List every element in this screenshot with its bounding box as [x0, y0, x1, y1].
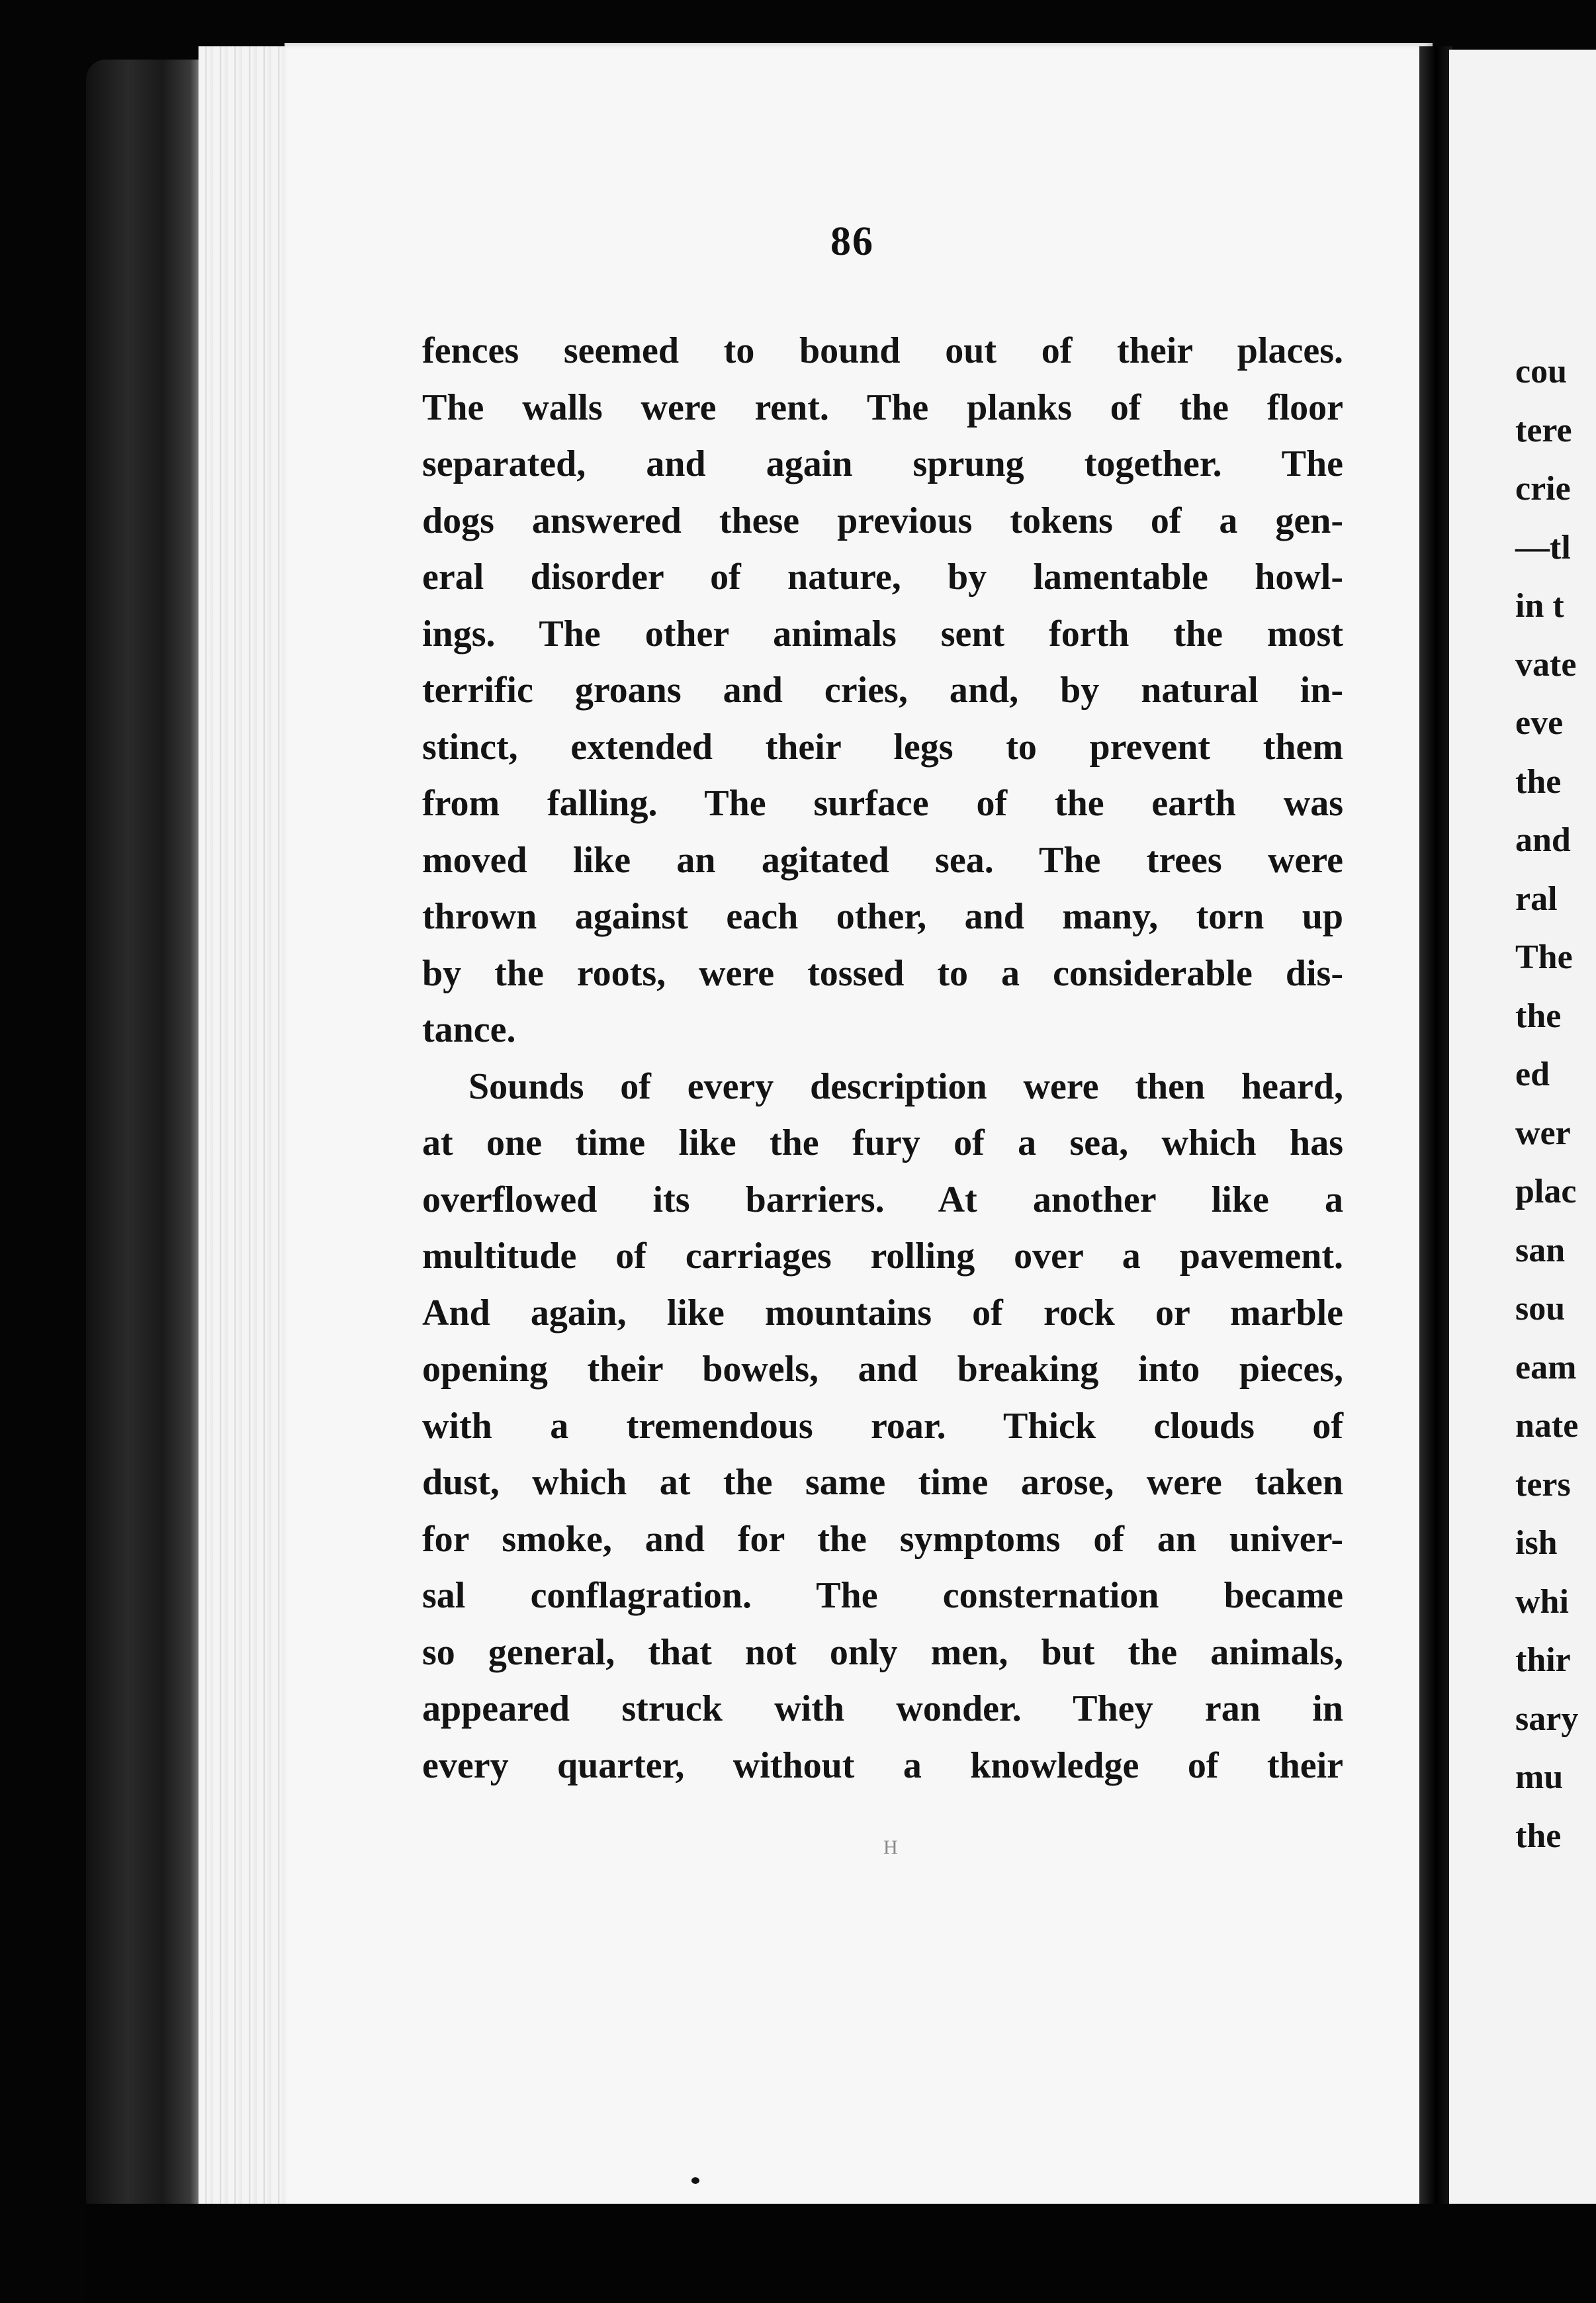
body-text — [422, 323, 1343, 1794]
text-line: dust, which at the same time arose, were taken — [422, 1462, 1343, 1503]
bottom-shadow — [86, 2204, 1596, 2303]
facing-line: ish — [1515, 1524, 1558, 1562]
text-line: dogs answered these previous tokens of a gen- — [422, 500, 1343, 541]
text-line: every quarter, without a knowledge of their — [422, 1744, 1343, 1786]
facing-line: cou — [1515, 353, 1567, 390]
text-line: fences seemed to bound out of their places. — [422, 330, 1343, 371]
text-line: multitude of carriages rolling over a pavement. — [422, 1236, 1343, 1277]
text-line: moved like an agitated sea. The trees were — [422, 839, 1343, 881]
page-number: 86 — [830, 219, 874, 264]
text-line: thrown against each other, and many, torn up — [422, 896, 1343, 937]
facing-line: wer — [1515, 1114, 1571, 1152]
book-gutter — [1419, 46, 1452, 2217]
facing-line: ters — [1515, 1465, 1571, 1504]
facing-line: tere — [1515, 411, 1572, 449]
text-line: from falling. The surface of the earth was — [422, 783, 1343, 824]
text-line: eral disorder of nature, by lamentable howl- — [422, 557, 1343, 598]
facing-line: vate — [1515, 645, 1577, 684]
text-line: so general, that not only men, but the animals, — [422, 1631, 1343, 1673]
text-line: opening their bowels, and breaking into pieces, — [422, 1349, 1343, 1390]
facing-line: eve — [1515, 704, 1564, 742]
facing-page-text — [1515, 343, 1595, 1866]
text-line: tance. — [422, 1009, 516, 1050]
facing-line: the — [1515, 1817, 1562, 1855]
facing-line: and — [1515, 821, 1571, 859]
paragraph — [422, 1059, 1343, 1795]
text-line: at one time like the fury of a sea, which has — [422, 1122, 1343, 1163]
facing-line: nate — [1515, 1407, 1579, 1445]
facing-line: sary — [1515, 1699, 1579, 1738]
facing-line: —tl — [1515, 528, 1571, 566]
facing-line: the — [1515, 762, 1562, 801]
facing-line: in t — [1515, 587, 1564, 625]
text-line: for smoke, and for the symptoms of an univer- — [422, 1518, 1343, 1560]
facing-line: the — [1515, 997, 1562, 1035]
text-line: ings. The other animals sent forth the most — [422, 613, 1343, 655]
facing-line: ral — [1515, 880, 1558, 918]
text-line: appeared struck with wonder. They ran in — [422, 1688, 1343, 1729]
facing-line: The — [1515, 938, 1573, 976]
text-line: terrific groans and cries, and, by natural in- — [422, 670, 1343, 711]
text-line: And again, like mountains of rock or marble — [422, 1292, 1343, 1333]
text-line: sal conflagration. The consternation became — [422, 1575, 1343, 1616]
facing-line: eam — [1515, 1348, 1577, 1386]
text-line: separated, and again sprung together. The — [422, 443, 1343, 484]
facing-line: san — [1515, 1231, 1566, 1269]
facing-line: mu — [1515, 1758, 1564, 1796]
facing-line: ed — [1515, 1056, 1550, 1093]
facing-line: thir — [1515, 1641, 1571, 1679]
text-line: by the roots, were tossed to a considerable dis- — [422, 952, 1343, 994]
text-line: overflowed its barriers. At another like a — [422, 1179, 1343, 1220]
facing-line: whi — [1515, 1582, 1569, 1621]
ink-dot — [691, 2177, 699, 2184]
facing-line: crie — [1515, 470, 1571, 508]
facing-line: sou — [1515, 1290, 1566, 1328]
text-line: stinct, extended their legs to prevent them — [422, 726, 1343, 768]
facing-line: plac — [1515, 1173, 1577, 1210]
signature-mark: H — [883, 1836, 898, 1858]
text-line: The walls were rent. The planks of the floor — [422, 386, 1343, 428]
text-line: with a tremendous roar. Thick clouds of — [422, 1405, 1343, 1447]
paragraph — [422, 323, 1343, 1059]
text-line: Sounds of every description were then heard, — [468, 1065, 1343, 1107]
